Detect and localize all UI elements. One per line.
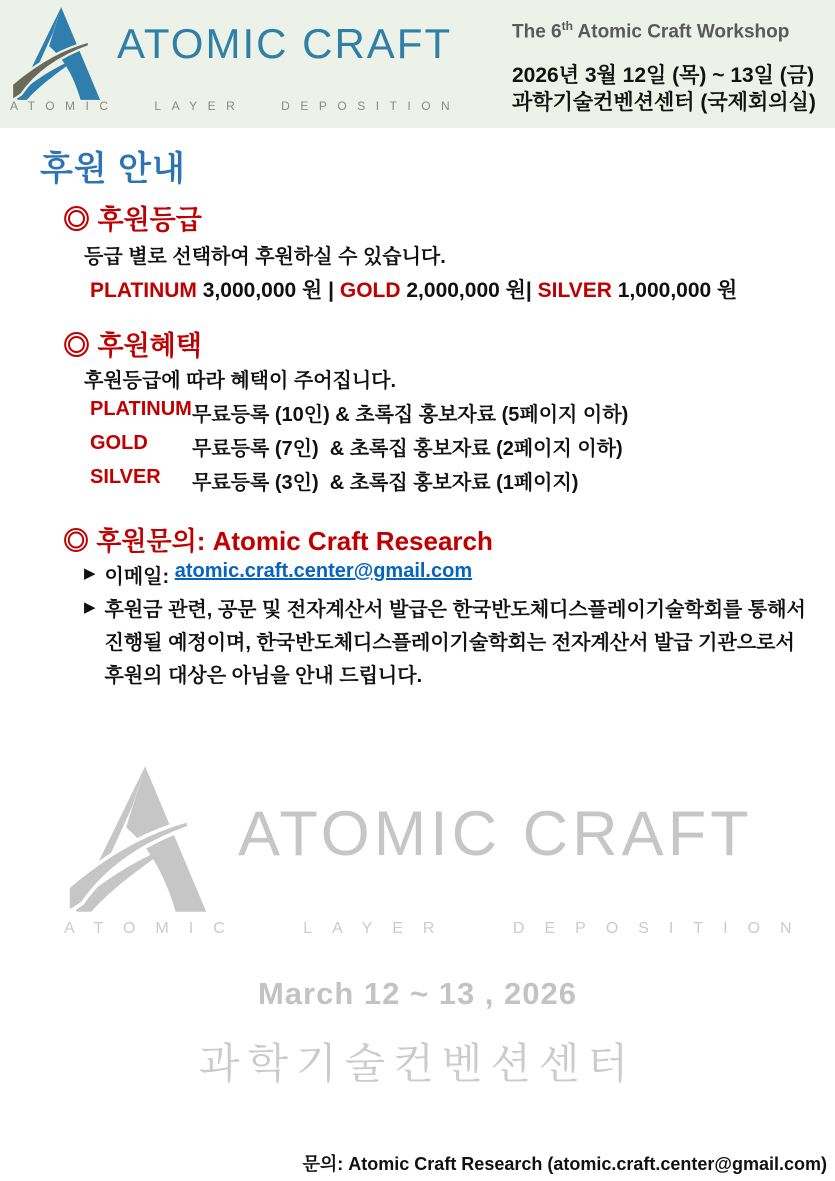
event-date: 2026년 3월 12일 (목) ~ 13일 (금) bbox=[512, 64, 815, 88]
benefit-text: 무료등록 (10인) & 초록집 홍보자료 (5페이지 이하) bbox=[192, 404, 629, 426]
event-title-sup: th bbox=[561, 19, 573, 33]
benefit-row-gold bbox=[90, 432, 623, 461]
tier-price-line bbox=[90, 274, 737, 304]
watermark-date: March 12 ~ 13 , 2026 bbox=[257, 976, 577, 1011]
footer-contact: 문의: Atomic Craft Research (atomic.craft.center@gmail.com) bbox=[302, 1154, 827, 1174]
email-link[interactable]: atomic.craft.center@gmail.com bbox=[174, 560, 473, 582]
tier-amount-silver: 1,000,000 원 bbox=[611, 279, 738, 302]
section-heading-tiers: ◎ 후원등급 bbox=[63, 205, 202, 235]
logo-tagline: ATOMIC LAYER DEPOSITION bbox=[10, 99, 461, 113]
watermark-logo-icon bbox=[68, 766, 228, 912]
header-band bbox=[0, 0, 835, 128]
event-title-post: Atomic Craft Workshop bbox=[572, 21, 790, 43]
benefit-tier-label: GOLD bbox=[90, 432, 148, 454]
section-heading-benefits: ◎ 후원혜택 bbox=[63, 331, 202, 361]
bullet-triangle-icon: ▶ bbox=[84, 599, 96, 616]
email-bullet bbox=[84, 560, 472, 589]
benefit-text: 무료등록 (3인) & 초록집 홍보자료 (1페이지) bbox=[192, 472, 579, 494]
watermark-wordmark: ATOMIC CRAFT bbox=[238, 799, 753, 869]
event-title-pre: The 6 bbox=[512, 21, 562, 43]
email-label: 이메일: bbox=[104, 566, 175, 588]
benefit-text: 무료등록 (7인) & 초록집 홍보자료 (2페이지 이하) bbox=[192, 438, 623, 460]
event-venue: 과학기술컨벤션센터 (국제회의실) bbox=[512, 91, 816, 115]
tier-name-gold: GOLD bbox=[339, 279, 401, 302]
event-info bbox=[512, 19, 816, 116]
tier-amount-gold: 2,000,000 원| bbox=[400, 279, 538, 302]
tiers-intro: 등급 별로 선택하여 후원하실 수 있습니다. bbox=[84, 246, 446, 268]
tier-amount-platinum: 3,000,000 원 | bbox=[196, 279, 340, 302]
section-heading-contact: ◎ 후원문의: Atomic Craft Research bbox=[63, 526, 493, 556]
watermark-tagline: ATOMIC LAYER DEPOSITION bbox=[64, 920, 812, 937]
atomic-craft-logo-icon bbox=[12, 7, 114, 100]
notice-line-1: 후원금 관련, 공문 및 전자계산서 발급은 한국반도체디스플레이기술학회를 통해서 bbox=[104, 599, 806, 621]
notice-line-3: 후원의 대상은 아님을 안내 드립니다. bbox=[104, 665, 423, 687]
notice-line-2: 진행될 예정이며, 한국반도체디스플레이기술학회는 전자계산서 발급 기관으로서 bbox=[104, 632, 795, 654]
notice-text bbox=[105, 594, 806, 693]
benefit-row-silver bbox=[90, 466, 578, 495]
page-title: 후원 안내 bbox=[40, 150, 186, 188]
watermark-venue: 과학기술컨벤션센터 bbox=[198, 1040, 637, 1087]
notice-bullet bbox=[84, 594, 806, 693]
tier-name-silver: SILVER bbox=[537, 279, 612, 302]
benefit-tier-label: PLATINUM bbox=[90, 398, 192, 420]
bullet-triangle-icon: ▶ bbox=[84, 565, 96, 582]
tier-name-platinum: PLATINUM bbox=[90, 279, 197, 302]
logo-wordmark: ATOMIC CRAFT bbox=[117, 20, 453, 67]
benefit-row-platinum bbox=[90, 398, 628, 427]
event-title bbox=[512, 19, 816, 43]
benefits-intro: 후원등급에 따라 혜택이 주어집니다. bbox=[84, 370, 397, 392]
benefit-tier-label: SILVER bbox=[90, 466, 161, 488]
